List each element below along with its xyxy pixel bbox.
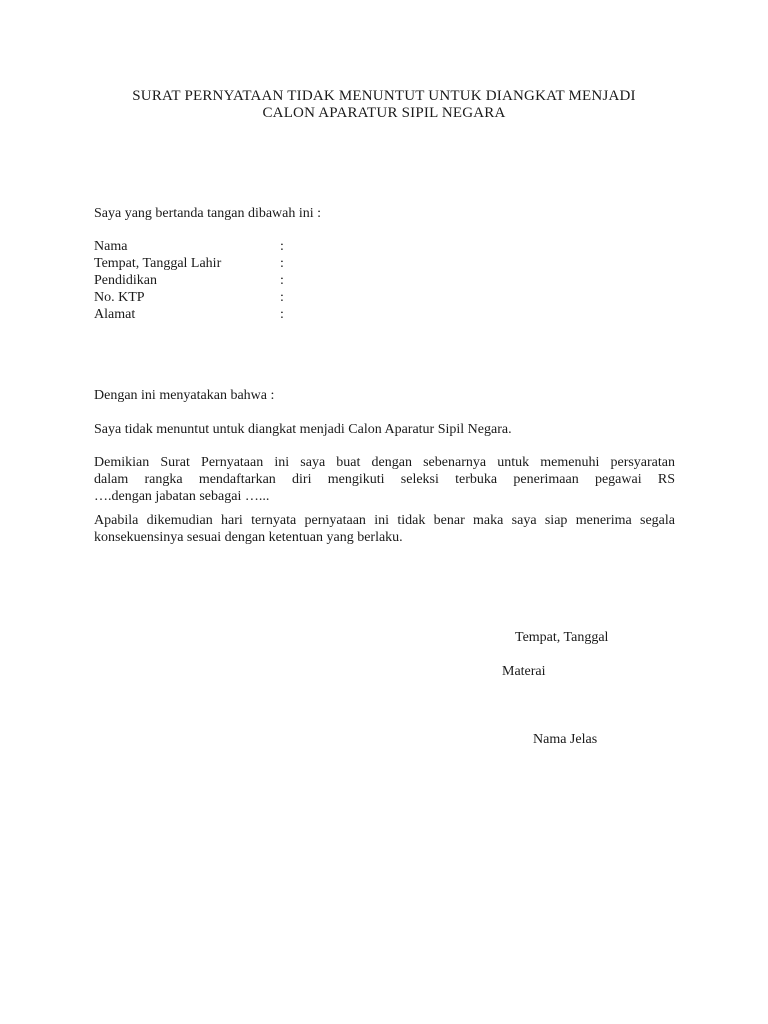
signature-stamp-label: Materai [502,664,546,679]
intro-text: Saya yang bertanda tangan dibawah ini : [94,206,322,221]
field-label-nama: Nama [94,239,128,254]
statement-text: Saya tidak menuntut untuk diangkat menjadi Calon Aparatur Sipil Negara. [94,422,512,437]
signature-name: Nama Jelas [533,732,598,747]
paragraph-line-4: Apabila dikemudian hari ternyata pernyataan ini tidak benar maka saya siap menerima segala [94,513,675,528]
field-separator-nama: : [280,239,284,254]
paragraph-line-1: Demikian Surat Pernyataan ini saya buat dengan sebenarnya untuk memenuhi persyaratan [94,455,675,470]
field-separator-no-ktp: : [280,290,284,305]
document-title-line-1: SURAT PERNYATAAN TIDAK MENUNTUT UNTUK DIANGKAT MENJADI [132,88,636,104]
declaration-intro: Dengan ini menyatakan bahwa : [94,388,275,403]
field-label-no-ktp: No. KTP [94,290,145,305]
field-label-pendidikan: Pendidikan [94,273,157,288]
paragraph-line-2: dalam rangka mendaftarkan diri mengikuti seleksi terbuka penerimaan pegawai RS [94,472,675,487]
paragraph-line-3: ….dengan jabatan sebagai …... [94,489,270,504]
field-separator-pendidikan: : [280,273,284,288]
field-label-alamat: Alamat [94,307,136,322]
field-label-tempat-tanggal-lahir: Tempat, Tanggal Lahir [94,256,222,271]
document-title-line-2: CALON APARATUR SIPIL NEGARA [262,105,506,121]
field-separator-tempat-tanggal-lahir: : [280,256,284,271]
field-separator-alamat: : [280,307,284,322]
paragraph-line-5: konsekuensinya sesuai dengan ketentuan yang berlaku. [94,530,403,545]
signature-place-date: Tempat, Tanggal [515,630,609,645]
